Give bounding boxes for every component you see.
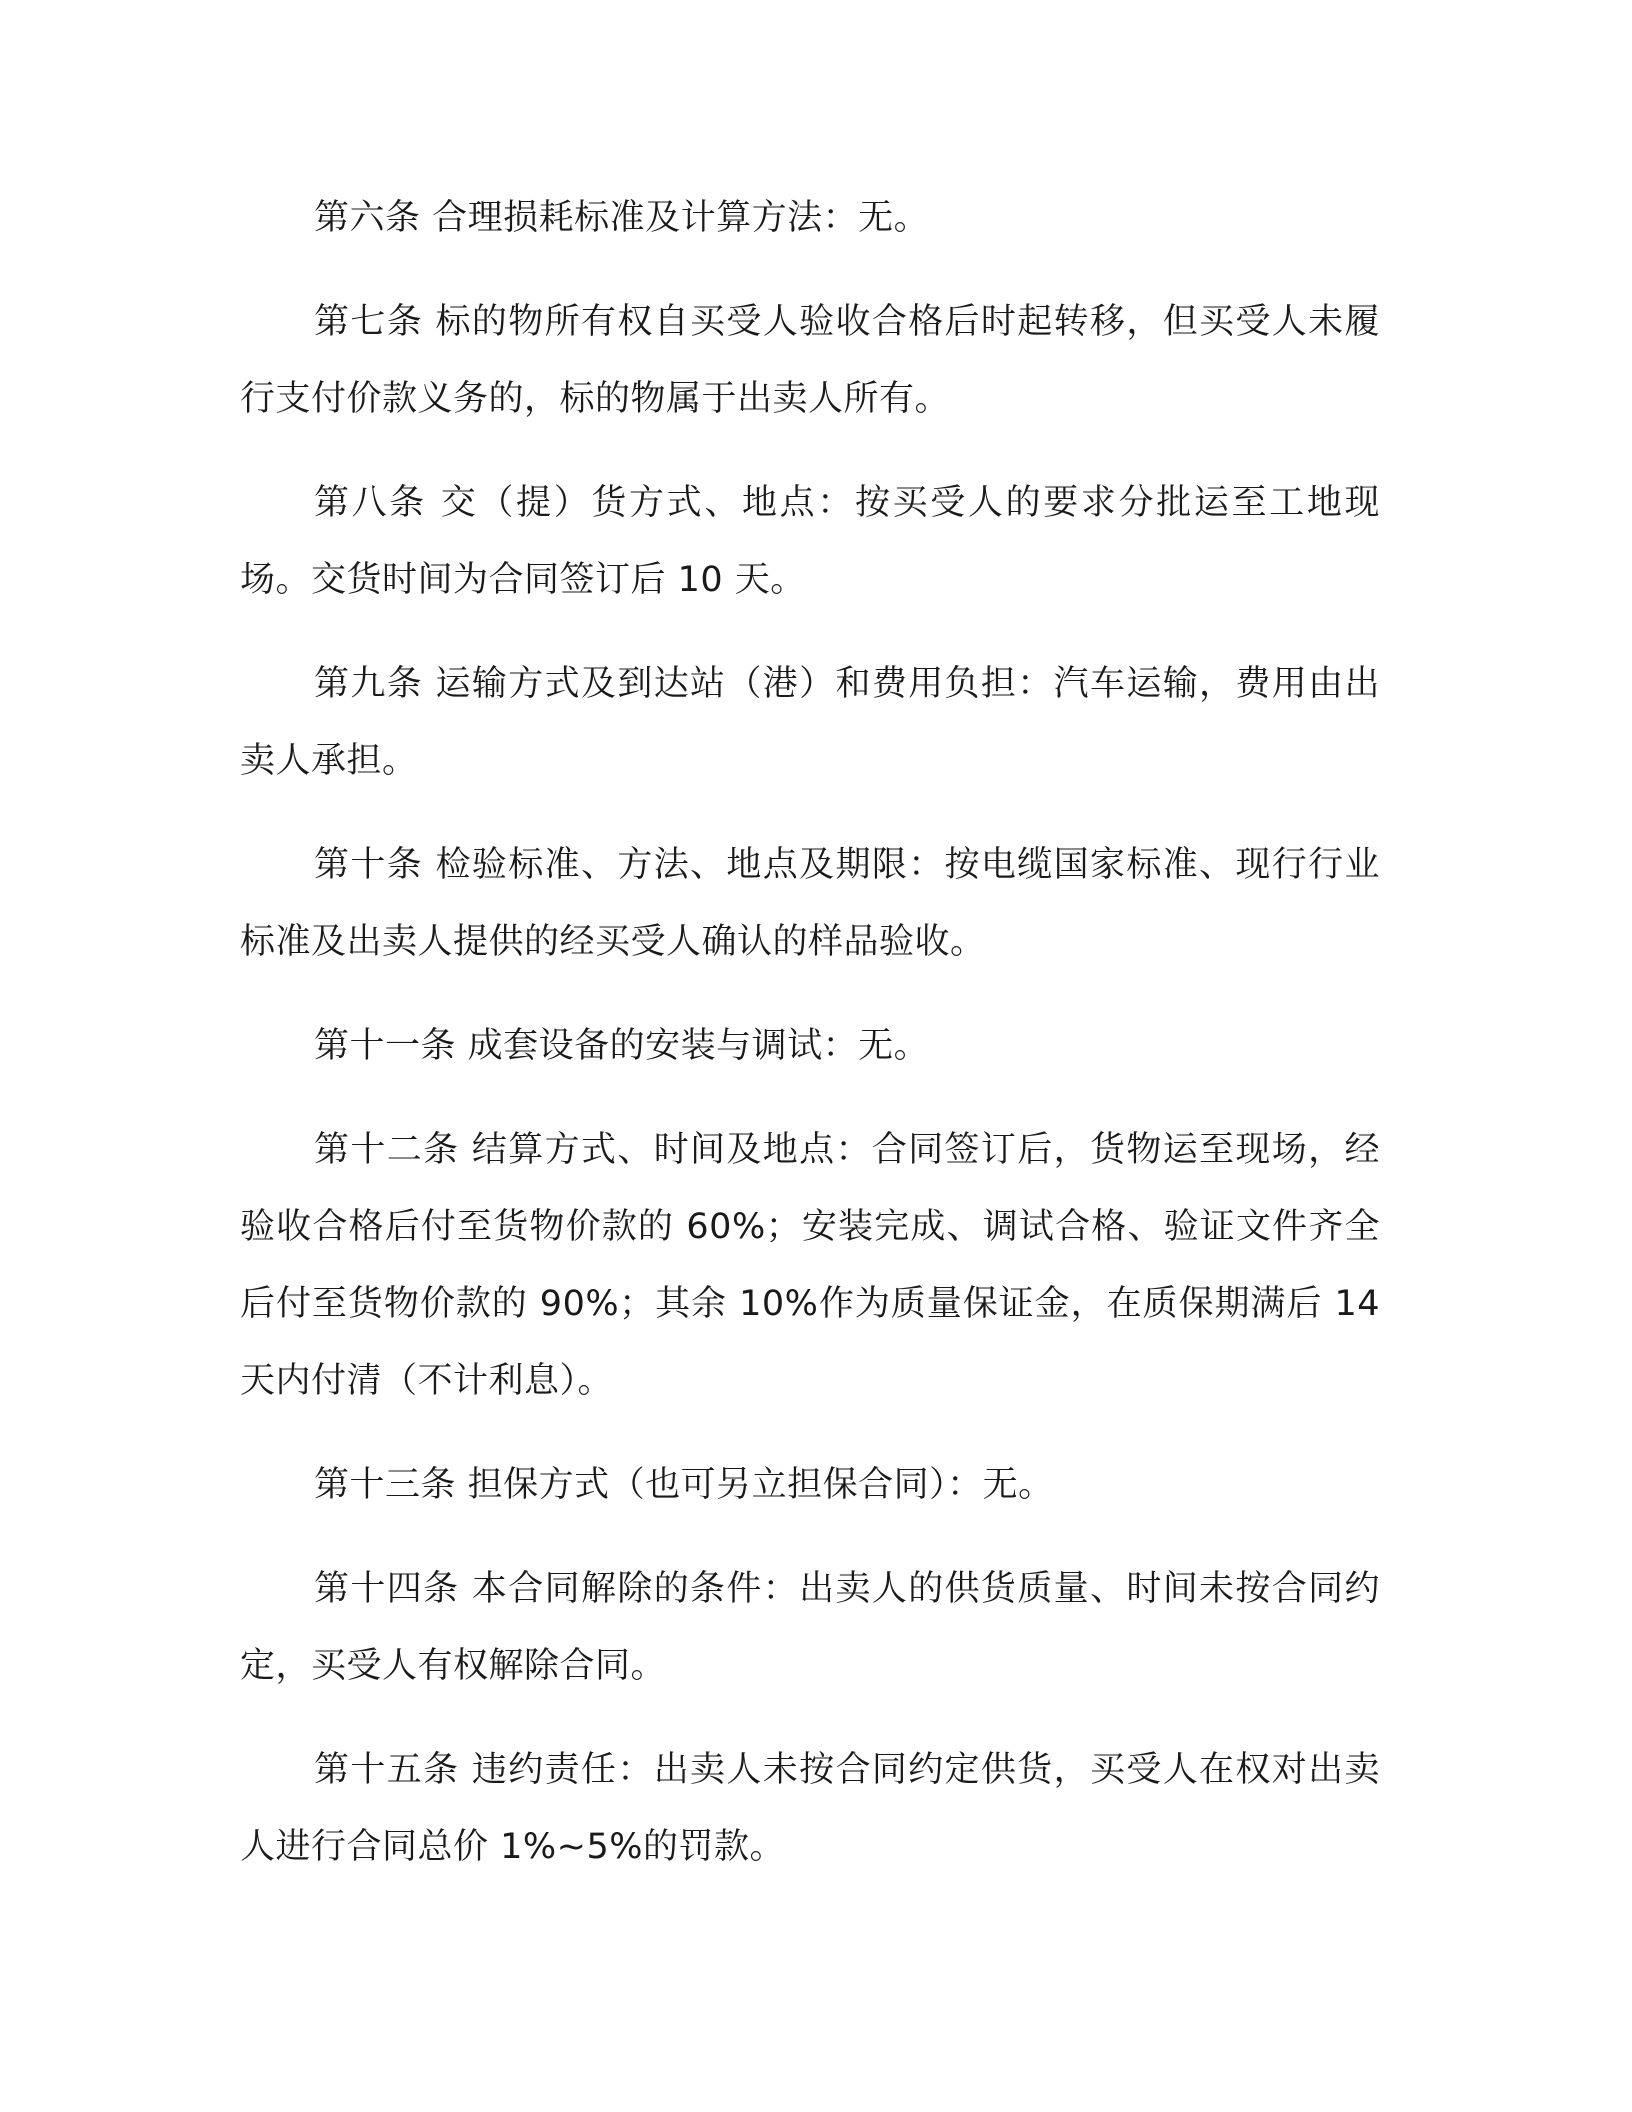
clause-8: 第八条 交（提）货方式、地点：按买受人的要求分批运至工地现场。交货时间为合同签订后 10 天。 — [240, 483, 1380, 600]
contract-body — [240, 180, 1380, 1913]
clause-11: 第十一条 成套设备的安装与调试：无。 — [314, 1026, 930, 1066]
clause-15: 第十五条 违约责任：出卖人未按合同约定供货，买受人在权对出卖人进行合同总价 1%~5%的罚款。 — [240, 1750, 1380, 1867]
clause-6: 第六条 合理损耗标准及计算方法：无。 — [314, 198, 930, 238]
clause-9: 第九条 运输方式及到达站（港）和费用负担：汽车运输，费用由出卖人承担。 — [240, 664, 1380, 781]
clause-12: 第十二条 结算方式、时间及地点：合同签订后，货物运至现场，经验收合格后付至货物价款的 60%；安装完成、调试合格、验证文件齐全后付至货物价款的 90%；其余 10%作为质量保证金，在质保期满后 14 天内付清（不计利息）。 — [240, 1130, 1380, 1401]
clause-14: 第十四条 本合同解除的条件：出卖人的供货质量、时间未按合同约定，买受人有权解除合同。 — [240, 1569, 1380, 1686]
clause-13: 第十三条 担保方式（也可另立担保合同）：无。 — [314, 1465, 1054, 1505]
clause-7: 第七条 标的物所有权自买受人验收合格后时起转移，但买受人未履行支付价款义务的，标的物属于出卖人所有。 — [240, 302, 1380, 419]
clause-10: 第十条 检验标准、方法、地点及期限：按电缆国家标准、现行行业标准及出卖人提供的经买受人确认的样品验收。 — [240, 845, 1380, 962]
